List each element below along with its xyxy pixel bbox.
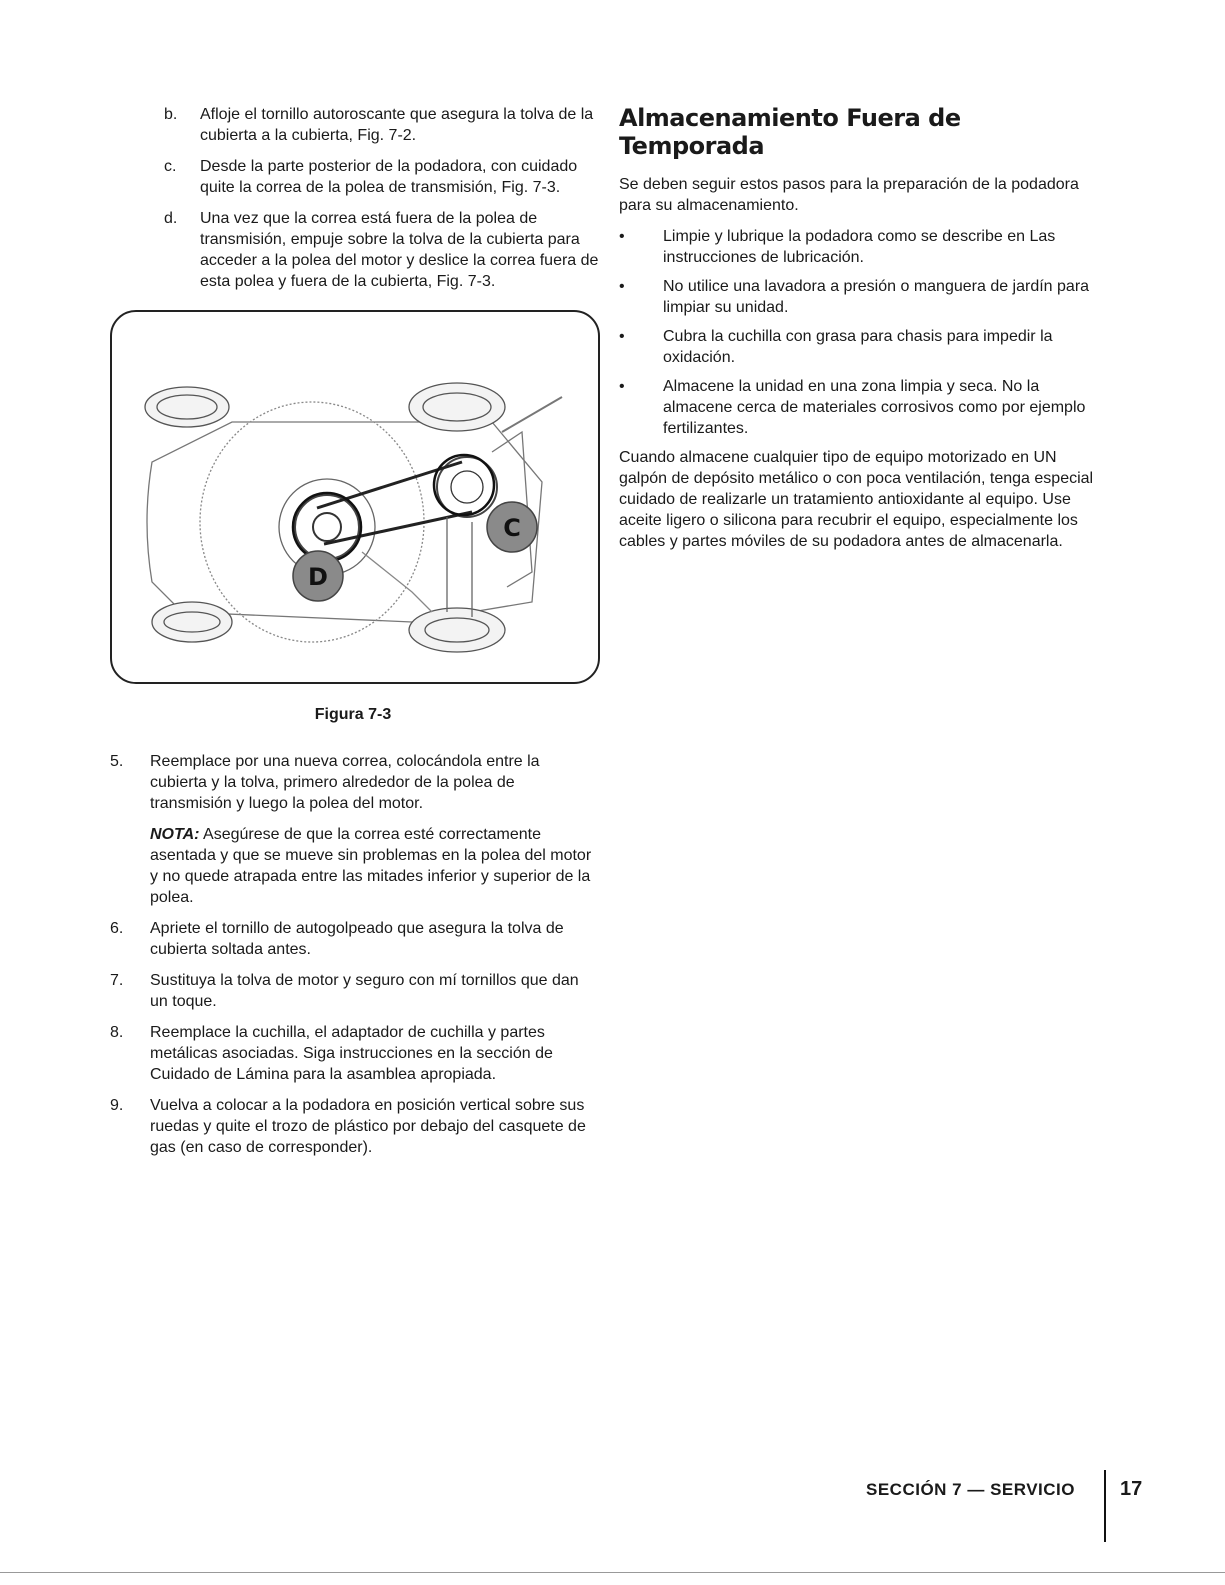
right-column — [619, 104, 1109, 562]
bullet-text: Almacene la unidad en una zona limpia y seca. No la almacene cerca de materiales corrosivos como por ejemplo fertilizantes. — [663, 378, 1086, 437]
sub-step-text: Una vez que la correa está fuera de la polea de transmisión, empuje sobre la tolva de la cubierta para acceder a la polea del motor y deslice la correa fuera de esta polea y fuera de la cubierta, Fig. 7-3. — [200, 210, 599, 290]
sub-step-d — [110, 208, 600, 292]
step-7 — [110, 970, 600, 1012]
step-text: Sustituya la tolva de motor y seguro con mí tornillos que dan un toque. — [150, 972, 579, 1010]
step-text: Apriete el tornillo de autogolpeado que asegura la tolva de cubierta soltada antes. — [150, 920, 564, 958]
bullet-dot: • — [619, 228, 625, 245]
bullet-dot: • — [619, 378, 625, 395]
section-title: Almacenamiento Fuera de Temporada — [619, 104, 961, 160]
page-number: 17 — [1120, 1478, 1143, 1500]
bullet-text: No utilice una lavadora a presión o manguera de jardín para limpiar su unidad. — [663, 278, 1090, 316]
bullet-dot: • — [619, 328, 625, 345]
callout-c-label: C — [503, 514, 521, 542]
sub-step-text: Afloje el tornillo autoroscante que asegura la tolva de la cubierta a la cubierta, Fig. 7-2. — [200, 106, 594, 144]
step-8 — [110, 1022, 600, 1085]
callout-c — [487, 502, 537, 552]
bullet-item — [619, 276, 1109, 318]
figure-caption: Figura 7-3 — [314, 706, 392, 723]
bullet-dot: • — [619, 278, 625, 295]
mower-underside-illustration — [112, 312, 598, 682]
left-column — [110, 104, 600, 1168]
step-5 — [110, 751, 600, 908]
callout-d — [293, 551, 343, 601]
step-marker: 6. — [110, 920, 124, 937]
note-text: Asegúrese de que la correa esté correctamente asentada y que se mueve sin problemas en la polea del motor y no quede atrapada entre las mitades inferior y superior de la polea. — [150, 826, 592, 906]
step-6 — [110, 918, 600, 960]
step-marker: 8. — [110, 1024, 124, 1041]
step-marker: 9. — [110, 1097, 124, 1114]
bottom-rule — [0, 1572, 1225, 1573]
bullet-item — [619, 326, 1109, 368]
callout-d-label: D — [308, 563, 328, 591]
sub-step-b — [110, 104, 600, 146]
note-label: NOTA: — [150, 826, 200, 843]
bullet-item — [619, 376, 1109, 439]
bullet-item — [619, 226, 1109, 268]
step-marker: 7. — [110, 972, 124, 989]
step-9 — [110, 1095, 600, 1158]
sub-step-marker: c. — [164, 158, 177, 175]
sub-step-text: Desde la parte posterior de la podadora, con cuidado quite la correa de la polea de transmisión, Fig. 7-3. — [200, 158, 578, 196]
step-text: Reemplace por una nueva correa, colocándola entre la cubierta y la tolva, primero alrededor de la polea de transmisión y luego la polea del motor. — [150, 753, 540, 812]
intro-paragraph: Se deben seguir estos pasos para la preparación de la podadora para su almacenamiento. — [619, 176, 1079, 214]
sub-step-marker: b. — [164, 106, 178, 123]
step-marker: 5. — [110, 753, 124, 770]
figure-7-3 — [110, 310, 600, 684]
footer-section-label: SECCIÓN 7 — SERVICIO — [865, 1480, 1075, 1499]
bullet-text: Cubra la cuchilla con grasa para chasis para impedir la oxidación. — [663, 328, 1053, 366]
step-text: Reemplace la cuchilla, el adaptador de cuchilla y partes metálicas asociadas. Siga instrucciones en la sección de Cuidado de Lámina para la asamblea apropiada. — [150, 1024, 553, 1083]
closing-paragraph: Cuando almacene cualquier tipo de equipo motorizado en UN galpón de depósito metálico o con poca ventilación, tenga especial cuidado de realizarle un tratamiento antioxidante al equipo. Use aceite ligero o silicona para recubrir el equipo, especialmente los cables y partes móviles de su podadora antes de almacenarla. — [619, 449, 1094, 550]
step-text: Vuelva a colocar a la podadora en posición vertical sobre sus ruedas y quite el trozo de plástico por debajo del casquete de gas (en caso de corresponder). — [150, 1097, 586, 1156]
footer-divider — [1104, 1470, 1106, 1542]
sub-step-c — [110, 156, 600, 198]
sub-step-marker: d. — [164, 210, 178, 227]
note — [150, 824, 600, 908]
bullet-text: Limpie y lubrique la podadora como se describe en Las instrucciones de lubricación. — [663, 228, 1056, 266]
